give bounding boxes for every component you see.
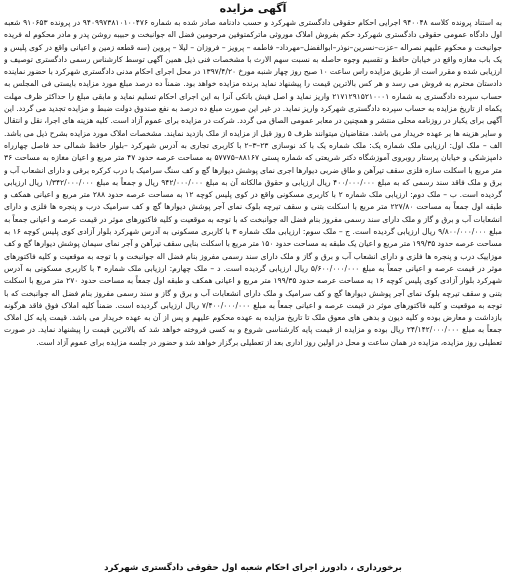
notice-title: آگهی مزایده [219,2,287,15]
notice-signature: برخورداری ، دادورز اجرای احکام شعبه اول حقوقی دادگستری شهرکرد [104,563,402,573]
notice-body: به استناد پرونده کلاسه ۹۴۰۰۴۸ اجرایی احکام حقوقی دادگستری شهرکرد و حسب دادنامه صادر شده به شماره ۹۴۰۹۹۷۳۸۱۰۱۰۰۴۷۶ در پرونده ۹۱۰۶۵۳ شعبه اول دادگاه عمومی حقوقی دادگستری شهرکرد حکم بفروش املاک موروثی ماترکمتوفین مرحومین فضل اله جوانبخت و حبیبه روشن پدر و مادر محکوم له فریده جوانبخت و محکوم علیهم نصراله –عزت–نسرین–نوذر–ابوالفضل–مهرداد– فاطمه – پرویز – فروزان – لیلا – پروین (سه قطعه زمین و اعیانی واقع در کوی پلیس و یک باب مغازه واقع در خیابان حافظ و تقسیم وجوه حاصله به نسبت سهم الارث با مشخصات فنی ذیل همین آگهی توسط کارشناس رسمی دادگستری توصیف و ارزیابی شده و مقرر است از طریق مزایده راس ساعت ۱۰ صبح روز چهار شنبه مورخ ۱۳۹۷/۴/۲۰ در محل اجرای احکام مدنی دادگستری شهرکرد با حضور نماینده دادستان محترم به فروش می رسد و هر کس بالاترین قیمت را پیشنهاد نماید برنده مزایده خواهد بود. ضمناً ده درصد مبلغ مورد مزایده بایستی فی المجلس به حساب سپرده دادگستری به شماره ۲۱۷۱۲۹۱۵۲۱۰۰۰۱ واریز نماید و اصل فیش بانکی آنرا به این اجرای احکام تسلیم نماید و مابقی مبلغ را حداکثر ظرف مهلت یکماه از تاریخ مزایده به حساب سپرده دادگستری شهرکرد واریز نماید. در غیر این صورت مبلغ ده درصد به نفع صندوق دولت ضبط و مزایده تجدید می گردد. این آگهی برای یکبار در روزنامه محلی منتشر و همچنین در معابر عمومی الصاق می گردد. شرکت در مزایده برای عموم آزاد است. کلیه هزینه های اجرا، نقل و انتقال و سایر هزینه ها بر عهده خریدار می باشد. متقاضیان میتوانند ظرف ۵ روز قبل از مزایده از ملک بازدید نمایند. مشخصات املاک مورد مزایده بشرح ذیل می باشد. الف – ملک اول: ارزیابی ملک شماره یک: ملک شماره یک با کد نوسازی ۲۳–۳–۲ با کاربری تجاری به آدرس شهرکرد –بلوار حافظ شمالی حد فاصل چهارراه دامپزشکی و خیابان پرستار روبروی آموزشگاه دکتر شریعتی که شماره پستی ۸۸۱۶۷–۵۷۷۷۵ به مساحت عرصه حدود ۴۷ متر مربع و اعیان مغازه به مساحت ۳۶ متر مربع با اسکلت سازه فلزی سقف تیرآهن و طاق ضربی دیوارها اجری نمای پوشش دیوارها گچ و کف سنگ سرامیک با درب کرکره برقی و دارای انشعاب آب و برق و ملک فاقد سند رسمی که به مبلغ ۴۰۰/۰۰۰/۰۰۰ ریال ارزیابی و حقوق مالکانه آن به مبلغ ۹۴۲/۰۰۰/۰۰۰ ریال و جمعاً به مبلغ ۱/۳۴۲/۰۰۰/۰۰۰ ریال ارزیابی گردیده است. ب – ملک دوم: ارزیابی ملک شماره ۲ با کاربری مسکونی واقع در کوی پلیس کوچه ۱۲ به مساحت عرصه حدود ۲۸۸ متر مربع و اعیانی همکف و طبقه اول جمعاً به مساحت ۲۲۷/۸۰ متر مربع با اسکلت بتنی و سقف تیرچه بلوک نمای آجر پوشش دیوارها گچ و کف سرامیک درب و پنجره ها فلزی و دارای انشعابات آب و برق و گاز و ملک دارای سند رسمی مفروز بنام فضل اله جوانبخت که با توجه به موقعیت و کلیه فاکتورهای موثر در قیمت عرصه و اعیانی جمعاً به مبلغ ۹/۸۰۰/۰۰۰/۰۰۰ ریال ارزیابی گردیده است. ج – ملک سوم: ارزیابی ملک شماره ۳ با کاربری مسکونی به آدرس شهرکرد بلوار آزادی کوی پلیس کوچه ۱۶ به مساحت عرصه حدود ۱۹۹/۳۵ متر مربع و اعیان یک طبقه به مساحت حدود ۱۵۰ متر مربع با اسکلت بنایی سقف تیرآهن و آجر نمای سیمان پوشش دیوارها گچ و کف موزاییک درب و پنجره ها فلزی و دارای انشعاب آب و برق و گاز و ملک دارای سند رسمی مفروز بنام فضل اله جوانبخت و با توجه به موقعیت و کلیه فاکتورهای موثر در قیمت عرصه و اعیانی جمعاً به مبلغ ۵/۶۰۰/۰۰۰/۰۰۰ ریال ارزیابی گردیده است. د – ملک چهارم: ارزیابی ملک شماره ۴ با کاربری مسکونی به آدرس شهرکرد بلوار آزادی کوی پلیس کوچه ۱۶ به مساحت عرصه حدود ۱۹۹/۳۵ متر مربع و اعیانی همکف و طبقه اول جمعاً به مساحت حدود ۲۷۰ متر مربع با اسکلت بتنی و سقف تیرچه بلوک نمای آجر پوشش دیوارها گچ و کف سرامیک و ملک دارای انشعابات آب و برق و گاز و سند رسمی مفروز بنام فضل اله جوانبخت که با توجه به موقعیت و کلیه فاکتورهای موثر در قیمت عرصه و اعیانی جمعاً به مبلغ ۷/۴۰۰/۰۰۰/۰۰۰ ریال ارزیابی گردیده است. ضمناً کلیه املاک فوق فاقد هرگونه بازداشت و معارض بوده و کلیه دیون و بدهی های معوق ملک تا تاریخ مزایده به عهده محکوم علیهم و پس از آن به عهده خریدار می باشد. قیمت پایه کل املاک جمعاً به مبلغ ۲۴/۱۴۲/۰۰۰/۰۰۰ ریال بوده و مزایده از قیمت پایه کارشناسی شروع و به کسی فروخته خواهد شد که بالاترین قیمت را پیشنهاد نماید. در صورت تعطیلی روز مزایده، مزایده در همان ساعت و محل در اولین روز اداری بعد از تعطیلی برگزار خواهد شد و حضور در جلسه مزایده برای عموم آزاد است. [4,18,502,347]
